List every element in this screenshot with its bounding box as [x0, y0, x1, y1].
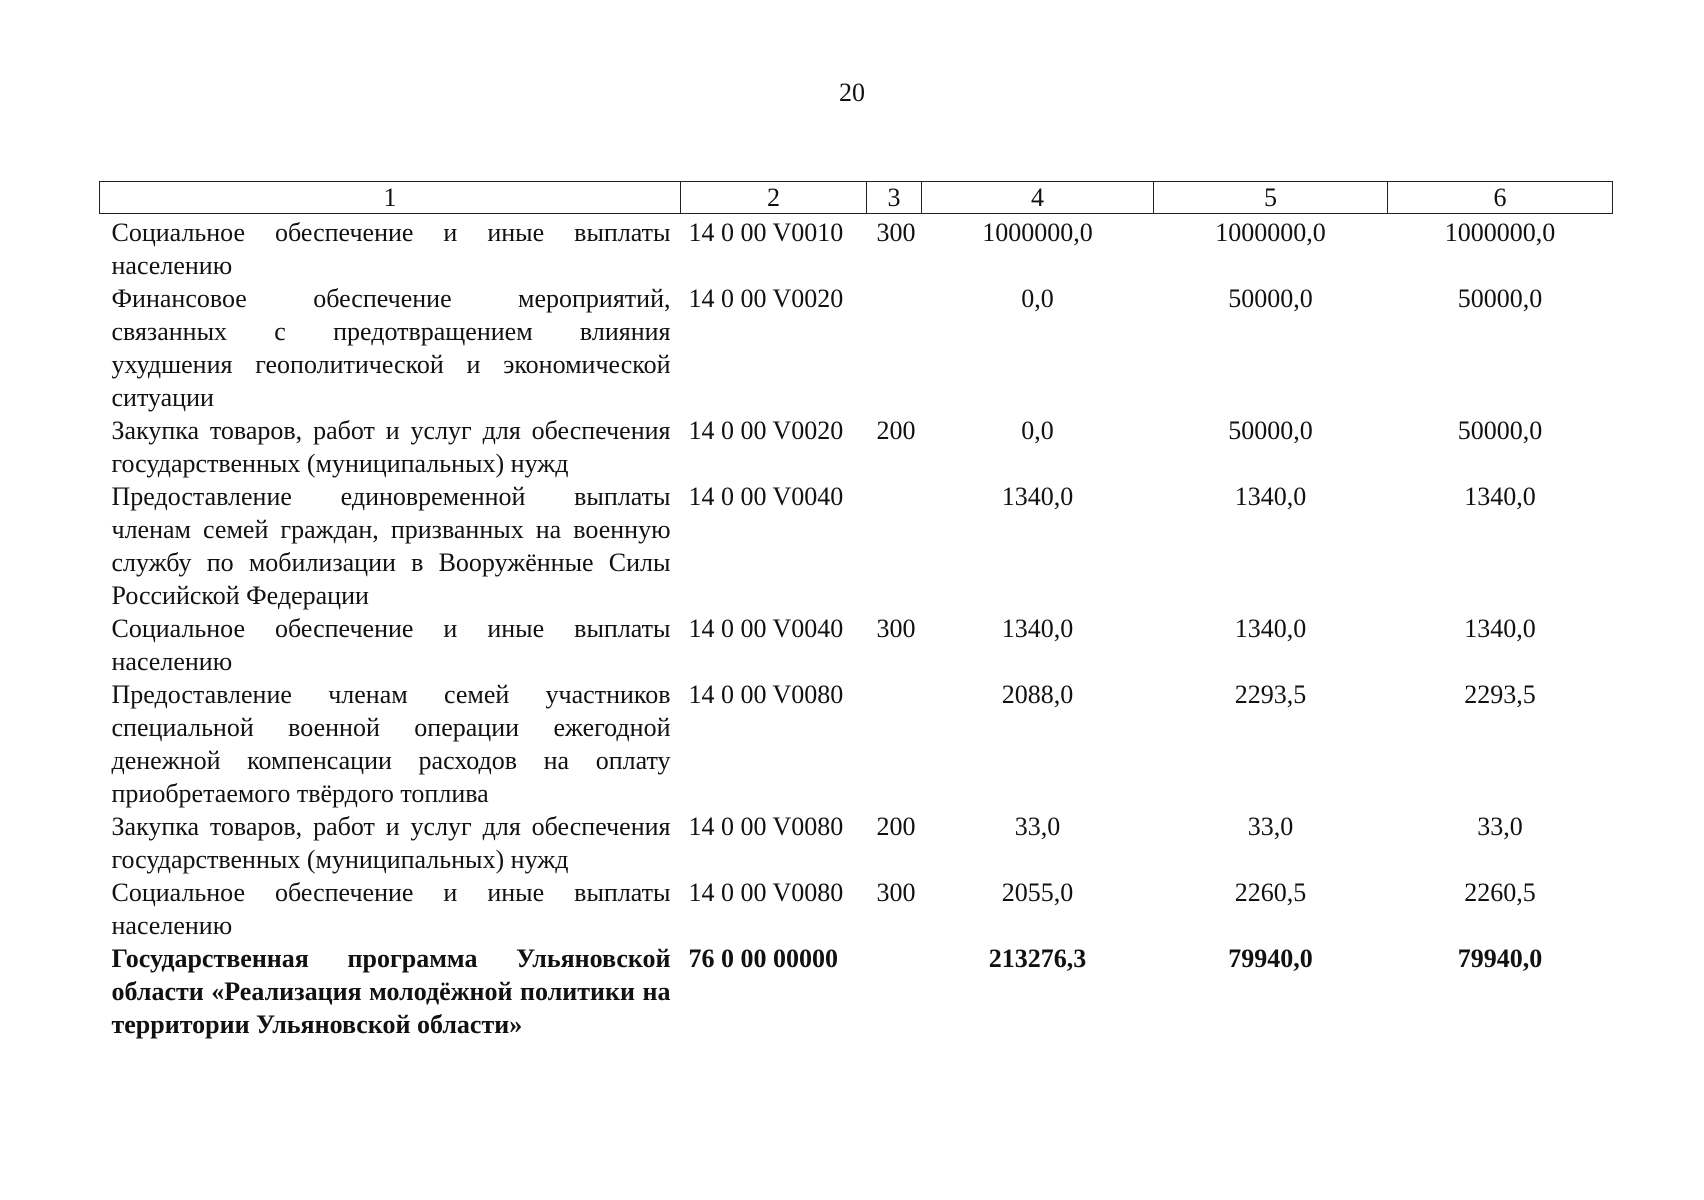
row-amount-year1: 1340,0 — [1001, 482, 1074, 511]
column-header-3: 3 — [867, 182, 922, 214]
row-name: Предоставление членам семей участников специальной военной операции ежегодной денежной компенсации расходов на оплату приобретаемого твёрдого топлива — [111, 680, 671, 808]
row-name: Закупка товаров, работ и услуг для обеспечения государственных (муниципальных) нужд — [111, 812, 671, 874]
row-amount-year2: 1340,0 — [1234, 482, 1307, 511]
table-row — [100, 810, 1613, 876]
row-amount-year3: 50000,0 — [1457, 416, 1543, 445]
row-amount-year1: 213276,3 — [988, 944, 1087, 973]
row-amount-year1: 1000000,0 — [982, 218, 1093, 247]
row-expense-type — [867, 942, 922, 1041]
row-target-code: 14 0 00 V0080 — [688, 812, 844, 841]
row-expense-type: 200 — [876, 812, 916, 841]
column-header-2: 2 — [681, 182, 867, 214]
row-amount-year3: 1000000,0 — [1444, 218, 1556, 247]
table-row — [100, 876, 1613, 942]
row-expense-type: 200 — [876, 416, 916, 445]
row-amount-year1: 1340,0 — [1001, 614, 1074, 643]
row-amount-year2: 79940,0 — [1228, 944, 1313, 973]
row-amount-year2: 2293,5 — [1234, 680, 1307, 709]
row-name: Государственная программа Ульяновской области «Реализация молодёжной политики на территории Ульяновской области» — [111, 944, 671, 1039]
row-expense-type: 300 — [876, 218, 916, 247]
row-amount-year2: 50000,0 — [1228, 284, 1313, 313]
row-target-code: 14 0 00 V0020 — [688, 416, 844, 445]
row-expense-type: 300 — [876, 878, 916, 907]
row-amount-year3: 2260,5 — [1464, 878, 1536, 907]
row-amount-year2: 2260,5 — [1234, 878, 1307, 907]
row-amount-year2: 1000000,0 — [1215, 218, 1326, 247]
table-row — [100, 480, 1613, 612]
row-amount-year3: 79940,0 — [1457, 944, 1543, 973]
table-header-row — [100, 182, 1613, 214]
row-name: Социальное обеспечение и иные выплаты населению — [111, 218, 671, 280]
column-header-6: 6 — [1388, 182, 1613, 214]
row-amount-year3: 1340,0 — [1464, 482, 1536, 511]
row-target-code: 76 0 00 00000 — [688, 944, 838, 973]
row-amount-year3: 2293,5 — [1464, 680, 1536, 709]
row-target-code: 14 0 00 V0080 — [688, 878, 844, 907]
row-name: Финансовое обеспечение мероприятий, связанных с предотвращением влияния ухудшения геополитической и экономической ситуации — [111, 284, 671, 412]
column-header-1: 1 — [100, 182, 681, 214]
row-name: Закупка товаров, работ и услуг для обеспечения государственных (муниципальных) нужд — [111, 416, 671, 478]
row-amount-year3: 50000,0 — [1457, 284, 1543, 313]
row-amount-year2: 1340,0 — [1234, 614, 1307, 643]
row-name: Социальное обеспечение и иные выплаты населению — [111, 878, 671, 940]
row-amount-year2: 33,0 — [1247, 812, 1294, 841]
budget-table — [99, 181, 1613, 1041]
table-row-program-total — [100, 942, 1613, 1041]
row-amount-year1: 0,0 — [1021, 284, 1054, 313]
row-target-code: 14 0 00 V0040 — [688, 482, 844, 511]
row-name: Предоставление единовременной выплаты членам семей граждан, призванных на военную службу по мобилизации в Вооружённые Силы Российской Федерации — [111, 482, 671, 610]
row-expense-type: 300 — [876, 614, 916, 643]
row-amount-year1: 0,0 — [1021, 416, 1054, 445]
page-number: 20 — [839, 78, 865, 107]
row-expense-type — [867, 480, 922, 612]
row-name: Социальное обеспечение и иные выплаты населению — [111, 614, 671, 676]
column-header-4: 4 — [922, 182, 1154, 214]
row-amount-year2: 50000,0 — [1228, 416, 1313, 445]
table-row — [100, 612, 1613, 678]
row-amount-year3: 1340,0 — [1464, 614, 1536, 643]
row-amount-year1: 2088,0 — [1001, 680, 1074, 709]
row-expense-type — [867, 282, 922, 414]
row-amount-year3: 33,0 — [1477, 812, 1523, 841]
column-header-5: 5 — [1154, 182, 1388, 214]
row-target-code: 14 0 00 V0040 — [688, 614, 844, 643]
row-amount-year1: 33,0 — [1014, 812, 1061, 841]
table-row — [100, 282, 1613, 414]
row-amount-year1: 2055,0 — [1001, 878, 1074, 907]
table-row — [100, 214, 1613, 283]
table-row — [100, 678, 1613, 810]
row-target-code: 14 0 00 V0020 — [688, 284, 844, 313]
row-target-code: 14 0 00 V0010 — [688, 218, 844, 247]
table-row — [100, 414, 1613, 480]
row-expense-type — [867, 678, 922, 810]
row-target-code: 14 0 00 V0080 — [688, 680, 844, 709]
